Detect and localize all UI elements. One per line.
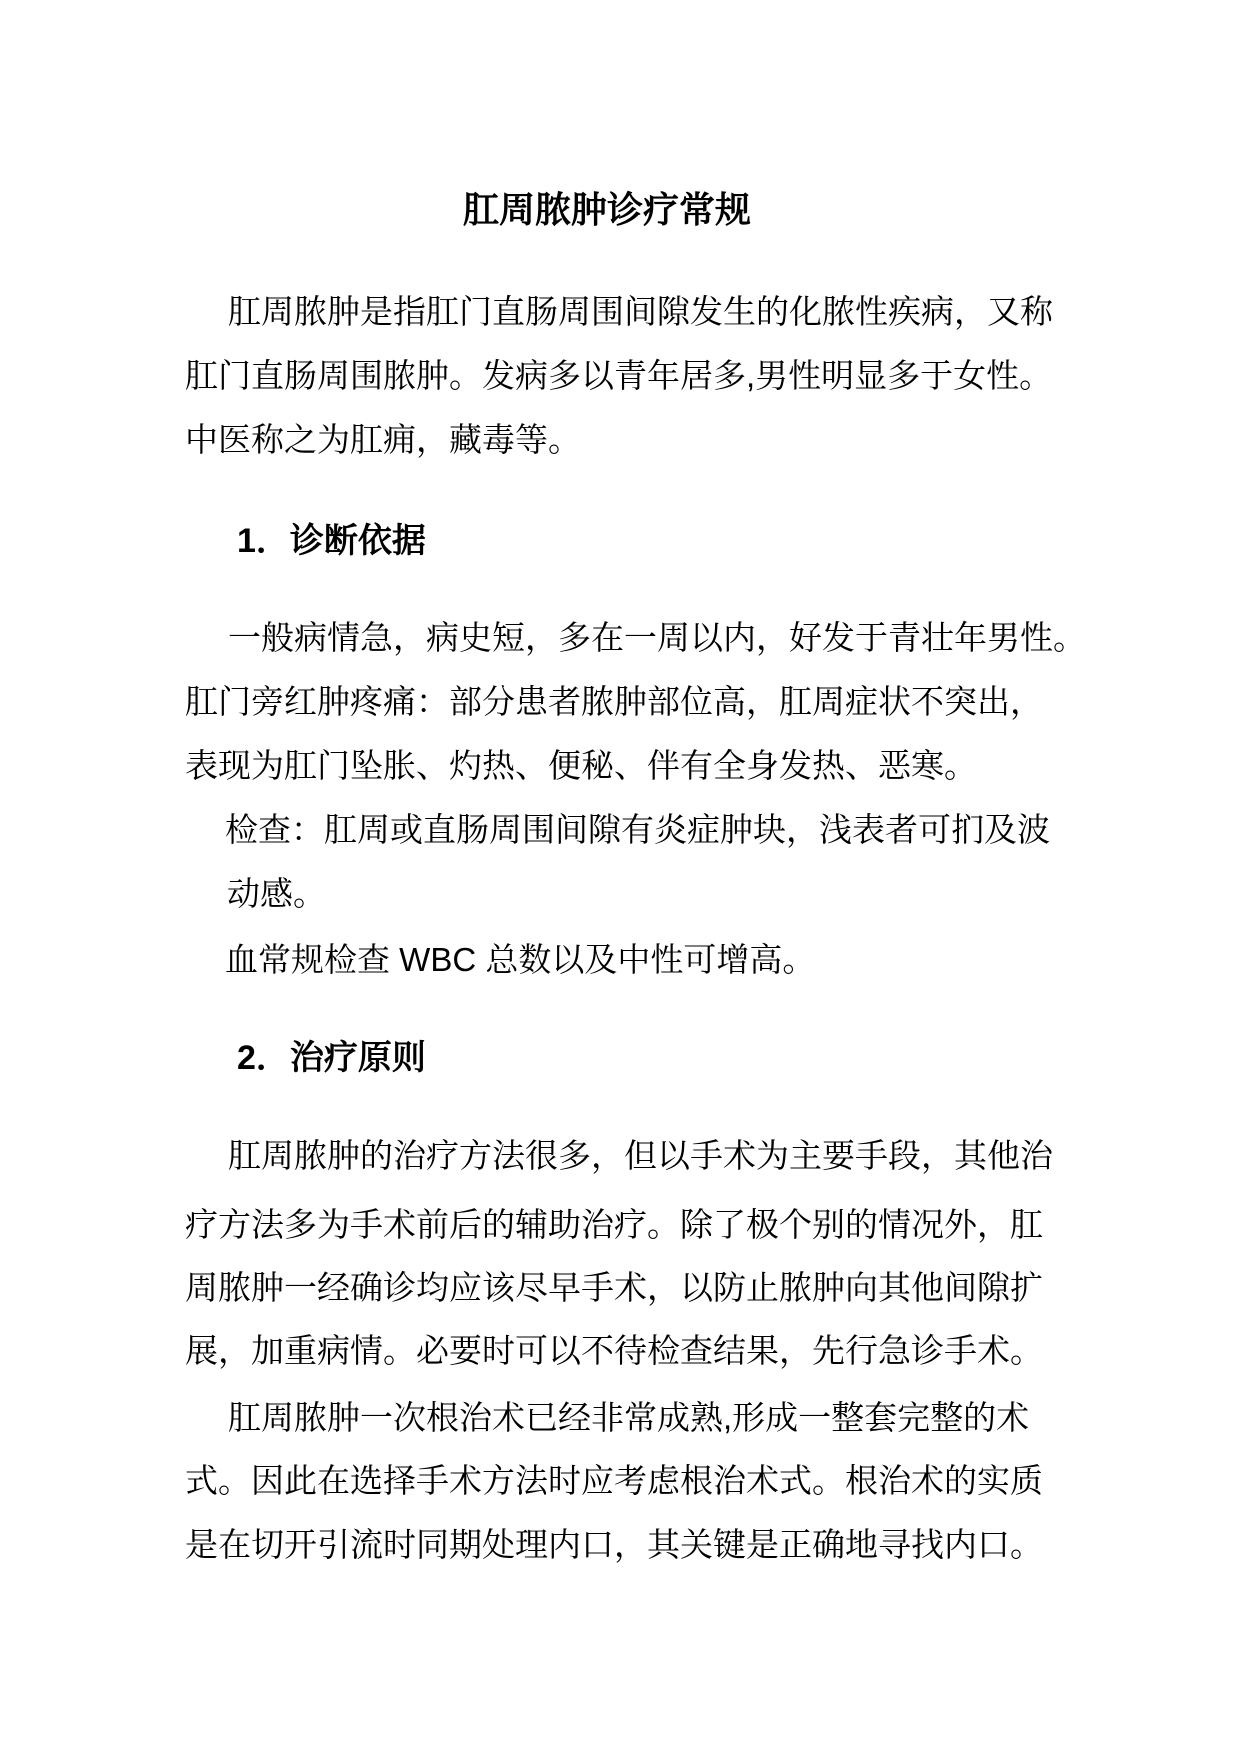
paragraph-line: 一般病情急，病史短，多在一周以内，好发于青壮年男性。 — [228, 619, 1086, 656]
paragraph-line: 肛周脓肿的治疗方法很多，但以手术为主要手段，其他治 — [228, 1137, 1053, 1174]
paragraph-line: 表现为肛门坠胀、灼热、便秘、伴有全身发热、恶寒。 — [185, 747, 977, 784]
paragraph-line: 血常规检查 WBC 总数以及中性可增高。 — [225, 941, 816, 978]
paragraph-line: 式。因此在选择手术方法时应考虑根治术式。根治术的实质 — [185, 1462, 1043, 1499]
paragraph-line: 肛周脓肿一次根治术已经非常成熟,形成一整套完整的术 — [228, 1399, 1030, 1436]
section-heading-diagnosis: 1．诊断依据 — [237, 522, 426, 560]
paragraph-line: 肛门直肠周围脓肿。发病多以青年居多,男性明显多于女性。 — [185, 357, 1053, 394]
paragraph-line: 中医称之为肛痈，藏毒等。 — [185, 421, 581, 458]
paragraph-line: 肛周脓肿是指肛门直肠周围间隙发生的化脓性疾病，又称 — [228, 293, 1053, 330]
paragraph-line: 是在切开引流时同期处理内口，其关键是正确地寻找内口。 — [185, 1526, 1043, 1563]
section-heading-treatment: 2．治疗原则 — [237, 1039, 426, 1077]
paragraph-line: 肛门旁红肿疼痛：部分患者脓肿部位高，肛周症状不突出， — [185, 683, 1043, 720]
document-title: 肛周脓肿诊疗常规 — [463, 190, 752, 230]
paragraph-line: 疗方法多为手术前后的辅助治疗。除了极个别的情况外，肛 — [185, 1206, 1043, 1243]
paragraph-line: 动感。 — [227, 875, 326, 912]
paragraph-line: 展，加重病情。必要时可以不待检查结果，先行急诊手术。 — [185, 1332, 1043, 1369]
paragraph-line: 检查：肛周或直肠周围间隙有炎症肿块，浅表者可扪及波 — [225, 811, 1050, 848]
paragraph-line: 周脓肿一经确诊均应该尽早手术，以防止脓肿向其他间隙扩 — [185, 1269, 1043, 1306]
